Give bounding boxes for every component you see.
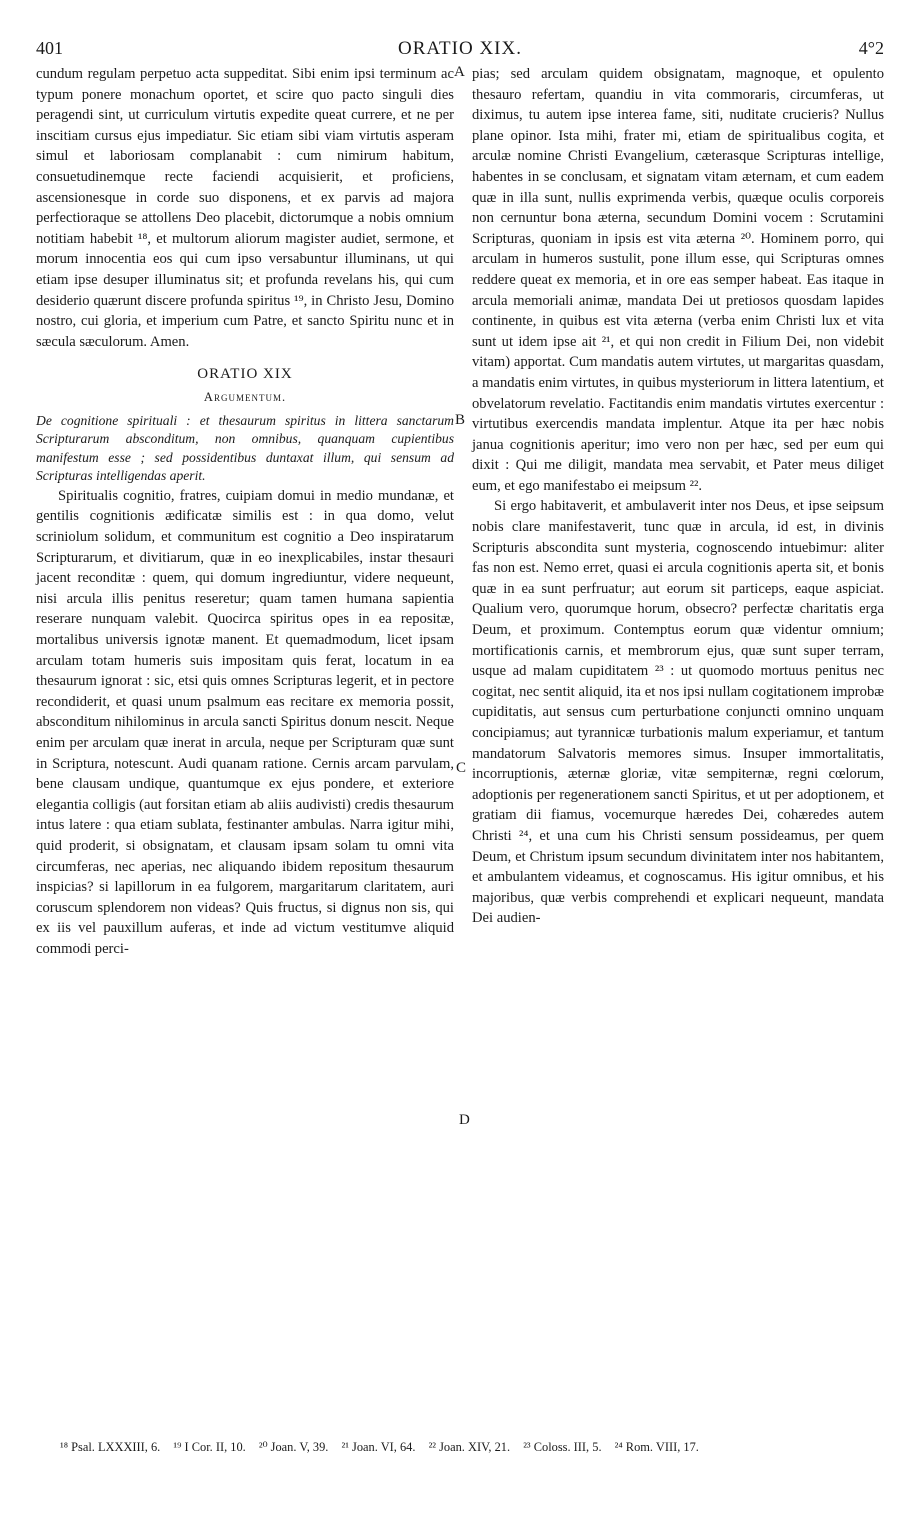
page-number-left: 401 [36, 38, 63, 58]
page-number-right: 4°2 [858, 38, 884, 58]
section-title: ORATIO XIX [197, 366, 293, 383]
margin-letter-b: B [455, 412, 466, 428]
paragraph-body: Spiritualis cognitio, fratres, cuipiam domui in medio mundanæ, et gentilis cognitionis ædificatæ similis est : in qua domo, velut scriniolum solidum, et communitum est cognitio a Deo inspiratarum Scripturarum, et divitiarum, quæ in eo inexplicabiles, instar thesauri jacent reconditæ : quem, qui domum ingrediuntur, videre nequeunt, nisi arcula illis penitus reseretur; quam tamen humana sapientia reserare nunquam valebit. Quocirca spiritus opes in ea repositæ, mortalibus universis ignotæ manent. Et quemadmodum, licet ipsam arculam totam humeris suis impositam quis ferat, locatum in ea thesaurum ignorat : sic, etsi quis omnes Scripturas legerit, et in pectore recondiderit, et quasi unum psalmum eas recitare ex memoria possit, absconditum nihilominus in arcula sancti Spiritus donum nescit. Neque enim per arculam quæ inerat in arcula, neque per Scripturam quæ sunt in Scriptura, notescunt. Audi quanam ratione. Cernis arcam parvulam, bene clausam undique, quantumque ex ejus pondere, et exteriore elegantia colligis (aut forsitan etiam ab aliis audivisti) credis thesaurum intus latere : qua etiam sublata, festinanter ambulas. Narra igitur mihi, quid proderit, si obsignatam, et clausam ipsam solam tu omni vita circumferas, nec aperias, nec aliquando ibidem repositum thesaurum inspicias? si lapillorum in ea fulgorem, margaritarum claritatem, auri coruscum splendorem non videas? Quis fructus, si dignus non sis, qui ex iis vel pauxillum auferas, et inde ad victum vestitumve aliquid commodi perci- [36, 487, 454, 957]
left-column [36, 64, 454, 960]
running-header [36, 38, 884, 64]
footnotes [60, 1438, 884, 1456]
footnote: ¹⁸ Psal. LXXXIII, 6. [60, 1440, 161, 1454]
footnote: ²³ Coloss. III, 5. [523, 1440, 602, 1454]
footnote: ²⁰ Joan. V, 39. [258, 1440, 329, 1454]
paragraph-body: pias; sed arculam quidem obsignatam, magnoque, et opulento thesauro refertam, quandiu in vita commoraris, circumferas, ut diximus, tu autem ipse interea fame, siti, nuditate crucieris? Nullus plane opinor. Ista mihi, frater mi, etiam de spiritualibus cogita, et arculæ nomine Christi Evangelium, cæterasque Scripturas intellige, habentes in se conclusam, et signatam vitam æternam, et cum eadem quæ in illa sunt, nullis exprimenda verbis, quæque oculis corporeis non cernuntur bona æterna, secundum Domini vocem : Scrutamini Scripturas, quoniam in ipsis est vita æterna ²⁰. Hominem porro, qui arculam in humeros sustulit, pone illum esse, qui Scripturas omnes reddere queat ex memoria, et in ore eas semper habeat. Eas itaque in arcula memoriali animæ, mandata Dei ut pretiosos quosdam lapides continente, in quibus est vita æterna (verba enim Christi lux et vita sunt ut idem ipse ait ²¹, et qui non credit in Filium Dei, non videbit vitam) apportat. Cum mandatis autem virtutes, ut margaritas quasdam, a mandatis enim virtutes, in quibus mysteriorum in littera latentium, et obvelatorum revelatio. Factitandis enim mandatis virtutes exercentur : virtutibus exercendis mandata implentur. Atque ita per hæc nobis janua cognitionis aperitur; imo vero non per hæc, sed per eum qui dixit : Qui me diligit, mandata mea servabit, et Pater meus diliget eum, et ego manifestabo ei meipsum ²². [472, 66, 884, 494]
footnote: ²¹ Joan. VI, 64. [341, 1440, 416, 1454]
footnote: ²² Joan. XIV, 21. [428, 1440, 511, 1454]
footnote: ²⁴ Rom. VIII, 17. [614, 1440, 699, 1454]
margin-letter-d: D [459, 1112, 470, 1128]
section-subtitle: Argumentum. [203, 389, 287, 404]
argument-text: De cognitione spirituali : et thesaurum spiritus in littera sanctarum Scripturarum absconditum, non omnibus, quanquam cupientibus manifestum esse ; sed possidentibus duntaxat illum, qui sensum ad Scripturas intelligendas aperit. [36, 412, 454, 484]
right-column [472, 64, 884, 929]
running-title: ORATIO XIX. [398, 38, 522, 59]
paragraph-continuation: cundum regulam perpetuo acta suppeditat. Sibi enim ipsi terminum ac typum ponere monachum oportet, et scire quo pacto singuli dies peragendi sint, ut curriculum virtutis expedite queat currere, et ne per inscitiam cursus ejus impediatur. Sic etiam sibi viam virtutis asperam simul et laboriosam complanabit : cum nimirum habitum, consuetudinemque recte faciendi acquisierit, et proficiens, ascensionesque in corde suo disponens, et ex parvis ad majora perfectioraque se attollens Deo placebit, dictorumque a nobis omnium notitiam habebit ¹⁸, et multorum aliorum magister audiet, sermone, et morum innocentia eos qui cum ipso versabuntur illuminans, ut qui etiam ipse desuper illuminatus sit; et profunda revelans his, qui cum desiderio quærunt discere profunda spiritus ¹⁹, in Christo Jesu, Domino nostro, cui gloria, et imperium cum Patre, et sancto Spiritu nunc et in sæcula sæculorum. Amen. [36, 66, 454, 350]
paragraph-body: Si ergo habitaverit, et ambulaverit inter nos Deus, et ipse seipsum nobis clare manifestaverit, tunc quæ in arcula, id est, in divinis Scripturis abscondita sunt mysteria, cognoscendo intuebimur: aliter fas non est. Nemo erret, quasi ei arcula cognitionis aperta sit, et bonis quæ in ea sunt perfruatur; aut eorum sit particeps, eaque aspiciat. Qualium vero, quorumque horum, obsecro? perfectæ charitatis erga Deum, et proximum. Contemptus eorum quæ videntur omnium; mortificationis carnis, et membrorum ejus, quæ sunt super terram, usque ad malam cupiditatem ²³ : ut quomodo mortuus penitus nec cogitat, nec sentit aliquid, ita et nos ipsi nullam cogitationem improbæ cupiditatis, aut sensus cum perturbatione conjuncti omnino unquam concipiamus; aut tyrannicæ turbationis malum experiamur, et tantum mandatorum Salvatoris memores simus. Insuper immortalitatis, incorruptionis, æternæ gloriæ, vitæ sempiternæ, regni cœlorum, adoptionis per regenerationem sancti Spiritus, et ut per adoptionem, et gratiam dii fiamus, vocemurque hæredes Dei, cohæredes autem Christi ²⁴, et una cum his Christi sensum possideamus, per quem Deum, et Christum ipsum secundum divinitatem inter nos habitantem, et ambulantem videamus, et cognoscamus. His igitur omnibus, et his majoribus, quæ verbis comprehendi et explicari nequeunt, mandata Dei audien- [472, 498, 884, 927]
margin-letter-c: C [456, 760, 467, 776]
margin-letter-a: A [454, 64, 465, 80]
footnote: ¹⁹ I Cor. II, 10. [173, 1440, 246, 1454]
